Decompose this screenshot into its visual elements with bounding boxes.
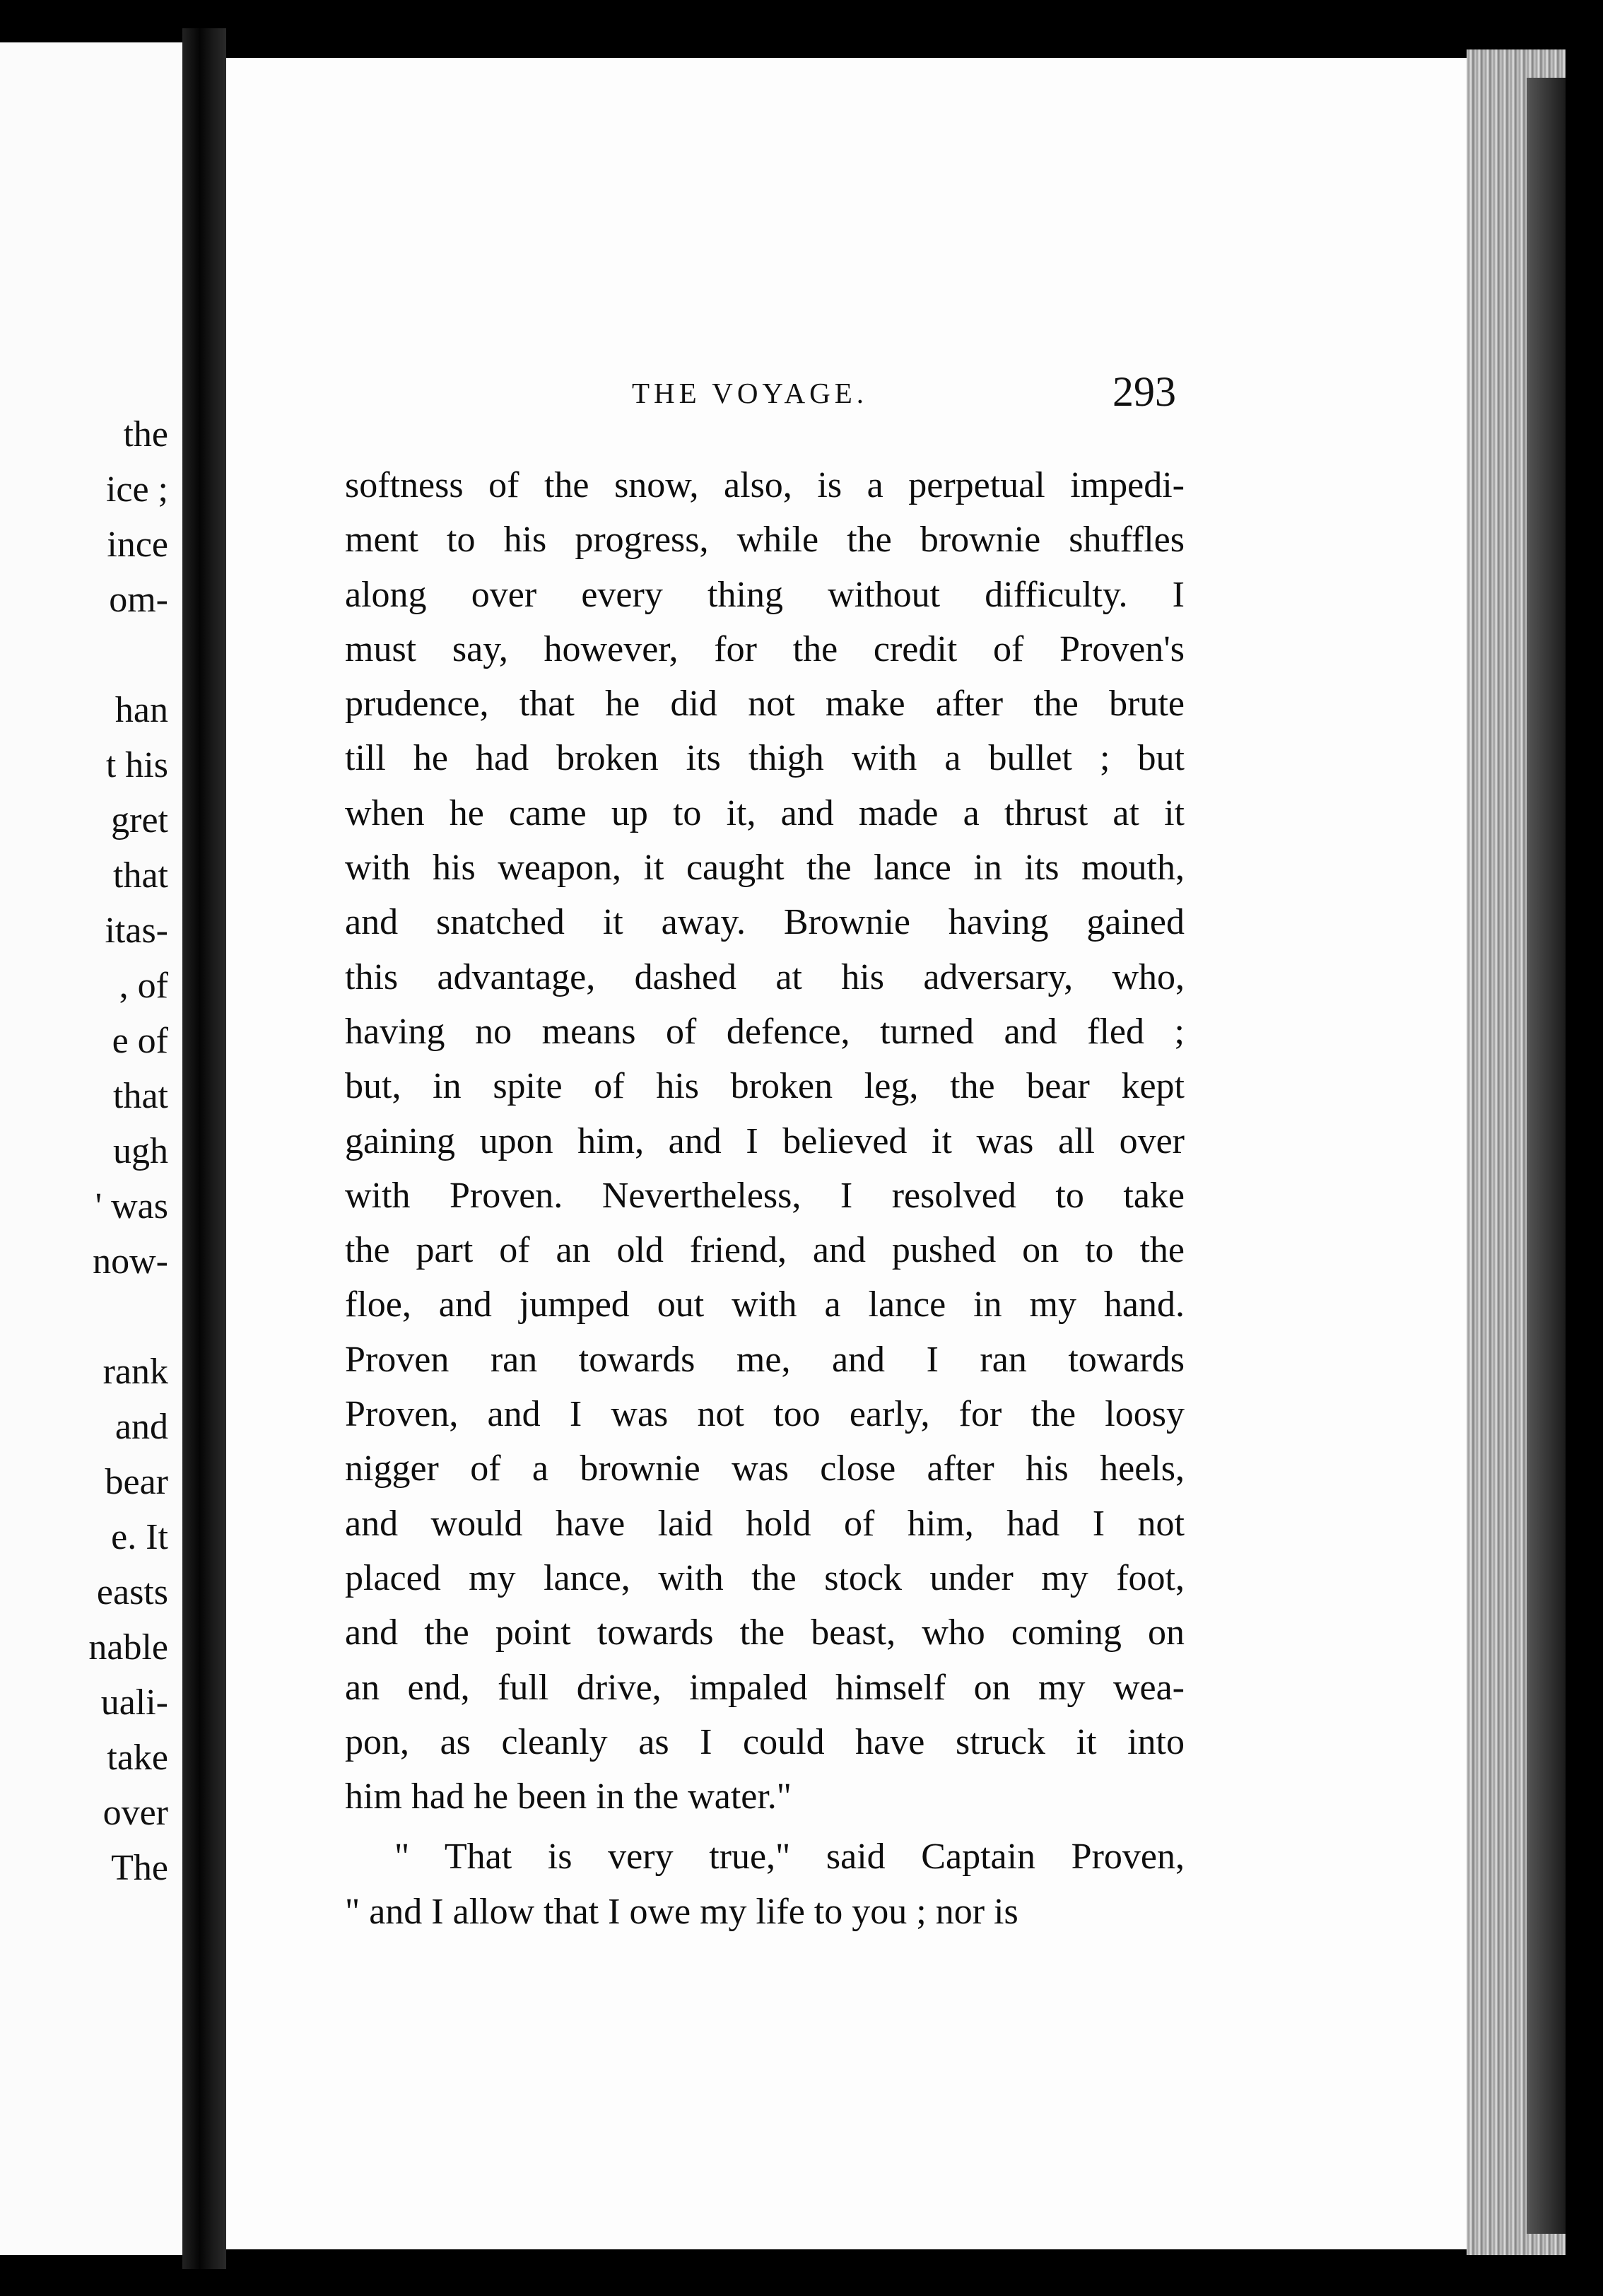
text-line: Proven ran towards me, and I ran towards (345, 1339, 1185, 1380)
text-line: " That is very true," said Captain Proven, (394, 1837, 1185, 1878)
previous-page-fragment (0, 42, 182, 2255)
left-page-line-fragment: ugh (113, 1131, 168, 1171)
text-line: prudence, that he did not make after the brute (345, 684, 1185, 725)
text-line: with his weapon, it caught the lance in its mouth, (345, 848, 1185, 889)
left-page-line-fragment: that (113, 855, 168, 896)
text-line: when he came up to it, and made a thrust at it (345, 792, 1185, 833)
left-page-line-fragment: bear (105, 1462, 168, 1502)
left-page-line-fragment: the (123, 414, 168, 455)
left-page-line-fragment: ' was (95, 1186, 168, 1226)
text-line: with Proven. Nevertheless, I resolved to take (345, 1175, 1185, 1216)
running-head: THE VOYAGE. (632, 377, 869, 409)
left-page-line-fragment: over (102, 1793, 168, 1833)
text-line: along over every thing without difficulty. I (345, 574, 1185, 615)
text-line: having no means of defence, turned and fled ; (345, 1011, 1185, 1052)
left-page-line-fragment: uali- (100, 1682, 168, 1723)
left-page-line-fragment: nable (88, 1627, 168, 1668)
left-page-line-fragment: The (111, 1848, 168, 1888)
left-page-line-fragment: t his (105, 745, 168, 785)
left-page-line-fragment: now- (93, 1241, 168, 1282)
book-edge-shadow (1527, 78, 1566, 2234)
left-page-line-fragment: , of (119, 966, 168, 1006)
text-line: but, in spite of his broken leg, the bear kept (345, 1066, 1185, 1107)
left-page-line-fragment: ice ; (105, 469, 168, 510)
text-line: must say, however, for the credit of Proven's (345, 628, 1185, 669)
left-page-line-fragment: easts (96, 1572, 168, 1612)
page-number: 293 (1112, 368, 1176, 415)
left-page-line-fragment: ince (107, 525, 168, 565)
text-line: and would have laid hold of him, had I not (345, 1503, 1185, 1544)
text-line: gaining upon him, and I believed it was all over (345, 1120, 1185, 1161)
text-line: nigger of a brownie was close after his heels, (345, 1448, 1185, 1489)
text-line: till he had broken its thigh with a bullet ; but (345, 738, 1185, 779)
text-line: Proven, and I was not too early, for the loosy (345, 1394, 1185, 1435)
left-page-line-fragment: itas- (105, 910, 168, 951)
text-line: an end, full drive, impaled himself on my wea- (345, 1667, 1185, 1708)
left-page-line-fragment: han (114, 690, 168, 730)
text-line: and snatched it away. Brownie having gained (345, 902, 1185, 943)
book-gutter (182, 28, 226, 2269)
left-page-line-fragment: gret (111, 800, 168, 840)
left-page-line-fragment: om- (109, 580, 168, 620)
body-text (345, 458, 1185, 1939)
text-line: and the point towards the beast, who coming on (345, 1612, 1185, 1653)
text-line: him had he been in the water." (345, 1776, 792, 1817)
paragraph-gap (345, 1824, 1185, 1829)
left-page-line-fragment: e of (112, 1021, 168, 1061)
left-page-line-fragment: that (113, 1076, 168, 1116)
left-page-line-fragment: take (107, 1738, 168, 1778)
text-line: placed my lance, with the stock under my foot, (345, 1557, 1185, 1598)
text-line: pon, as cleanly as I could have struck it into (345, 1721, 1185, 1762)
text-line: softness of the snow, also, is a perpetual impedi- (345, 465, 1185, 505)
text-line: " and I allow that I owe my life to you ; nor is (345, 1891, 1018, 1932)
text-line: ment to his progress, while the brownie shuffles (345, 520, 1185, 561)
text-line: this advantage, dashed at his adversary, who, (345, 956, 1185, 997)
left-page-line-fragment: rank (102, 1352, 168, 1392)
text-line: the part of an old friend, and pushed on to the (345, 1230, 1185, 1271)
text-line: floe, and jumped out with a lance in my hand. (345, 1284, 1185, 1325)
left-page-line-fragment: e. It (111, 1517, 168, 1557)
left-page-line-fragment: and (114, 1407, 168, 1447)
